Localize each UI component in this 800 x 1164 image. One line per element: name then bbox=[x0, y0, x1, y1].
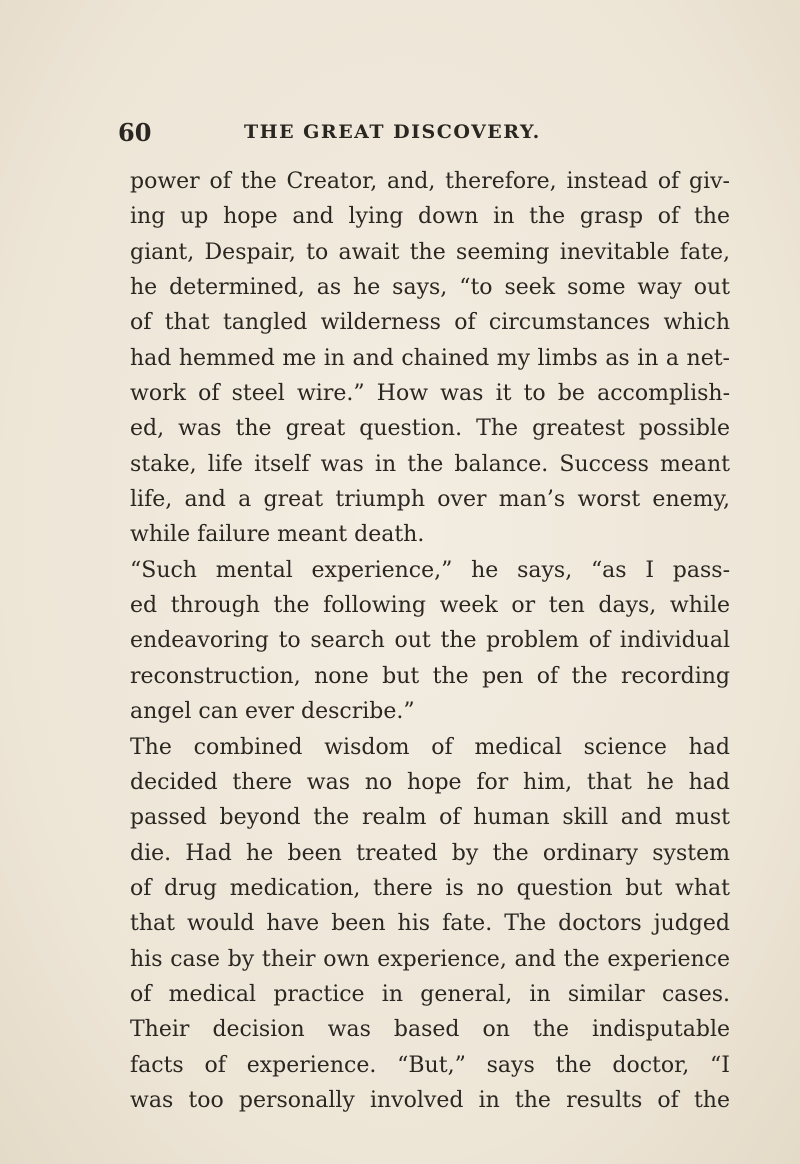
text-line: ed, was the great question. The greatest possible bbox=[130, 416, 730, 442]
text-line: of medical practice in general, in similar cases. bbox=[130, 981, 730, 1007]
text-line: giant, Despair, to await the seeming inevitable fate, bbox=[130, 239, 730, 265]
text-line: that would have been his fate. The doctors judged bbox=[130, 911, 730, 937]
text-line: endeavoring to search out the problem of individual bbox=[130, 628, 730, 654]
text-line: work of steel wire.” How was it to be accomplish- bbox=[130, 381, 730, 407]
text-line: of drug medication, there is no question but what bbox=[130, 875, 730, 901]
page-header bbox=[118, 118, 718, 148]
text-line: ed through the following week or ten days, while bbox=[130, 593, 730, 619]
text-line: decided there was no hope for him, that he had bbox=[130, 769, 730, 795]
text-line: ing up hope and lying down in the grasp of the bbox=[130, 204, 730, 230]
text-line: was too personally involved in the results of the bbox=[130, 1087, 730, 1113]
text-line: power of the Creator, and, therefore, instead of giv- bbox=[130, 169, 730, 194]
text-line: die. Had he been treated by the ordinary system bbox=[130, 840, 730, 866]
page-number: 60 bbox=[118, 118, 152, 147]
text-line: he determined, as he says, “to seek some way out bbox=[130, 275, 730, 301]
text-line: “Such mental experience,” he says, “as I pass- bbox=[130, 557, 730, 583]
text-line: The combined wisdom of medical science had bbox=[130, 734, 730, 760]
text-line: his case by their own experience, and the experience bbox=[130, 946, 730, 972]
text-line: had hemmed me in and chained my limbs as in a net- bbox=[130, 345, 730, 371]
text-line: while failure meant death. bbox=[130, 522, 425, 548]
text-line: passed beyond the realm of human skill and must bbox=[130, 805, 730, 831]
body-text bbox=[130, 164, 730, 1118]
text-line: Their decision was based on the indisputable bbox=[130, 1017, 730, 1043]
running-head: THE GREAT DISCOVERY. bbox=[244, 121, 541, 143]
text-line: stake, life itself was in the balance. Success meant bbox=[130, 451, 730, 477]
text-line: of that tangled wilderness of circumstances which bbox=[130, 310, 730, 336]
text-line: angel can ever describe.” bbox=[130, 699, 415, 725]
text-line: facts of experience. “But,” says the doctor, “I bbox=[130, 1052, 730, 1078]
text-line: life, and a great triumph over man’s worst enemy, bbox=[130, 487, 730, 513]
text-line: reconstruction, none but the pen of the recording bbox=[130, 663, 730, 689]
